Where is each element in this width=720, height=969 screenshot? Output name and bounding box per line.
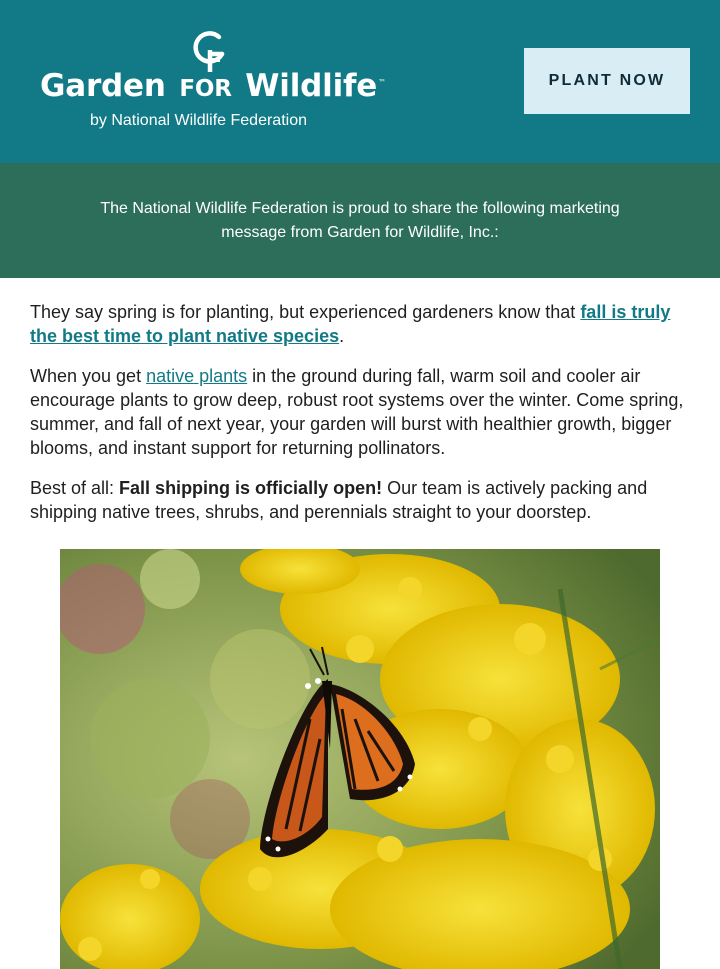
benefits-text: in the ground during fall, warm soil and cooler air encourage plants to grow deep, robust root systems over the winter. Come spring, summer, and fall of next year, your garden will burst with healthier growth, bigger blooms, and instant support for returning pollinators.: [30, 366, 684, 458]
native-plants-link[interactable]: native plants: [146, 366, 248, 386]
email-body: [0, 278, 720, 524]
header-banner: [0, 0, 720, 163]
logo-subtitle: by National Wildlife Federation: [90, 112, 307, 129]
intro-text: They say spring is for planting, but experienced gardeners know that: [30, 302, 581, 322]
logo-trademark: ™: [378, 77, 386, 87]
shipping-text: Our team is actively packing and shipping native trees, shrubs, and perennials straight to your doorstep.: [30, 478, 648, 522]
shipping-start: Best of all:: [30, 478, 120, 498]
plant-now-button[interactable]: PLANT NOW: [524, 48, 690, 114]
logo-gf-mark-icon: [186, 30, 236, 72]
logo-title-for: FOR: [179, 76, 232, 102]
monarch-goldenrod-photo[interactable]: [60, 549, 660, 969]
shipping-paragraph: [30, 476, 690, 524]
garden-for-wildlife-logo[interactable]: [40, 30, 400, 140]
butterfly-photo-illustration: [60, 549, 660, 969]
intro-paragraph: [30, 300, 690, 348]
shipping-open-highlight: Fall shipping is officially open!: [119, 478, 383, 498]
logo-title: [40, 68, 386, 104]
logo-title-garden: Garden: [40, 68, 177, 104]
nwf-notice: The National Wildlife Federation is proud to share the following marketing message from Garden for Wildlife, Inc.:: [0, 163, 720, 278]
benefits-paragraph: [30, 364, 690, 460]
fall-planting-link[interactable]: fall is truly the best time to plant native species: [30, 302, 671, 346]
intro-end: .: [339, 326, 345, 346]
logo-title-wildlife: Wildlife: [234, 68, 378, 104]
benefits-start: When you get: [30, 366, 147, 386]
